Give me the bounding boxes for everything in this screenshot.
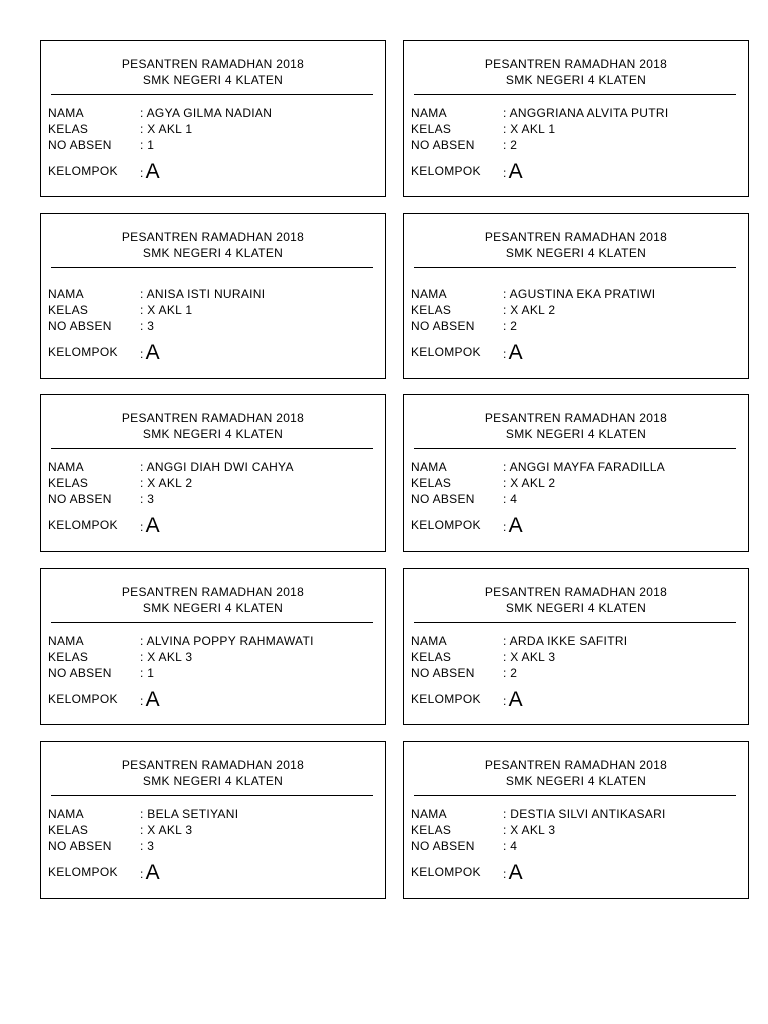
kelas-label: KELAS [411, 823, 452, 837]
sep: : [140, 460, 144, 474]
sep: : [140, 666, 144, 680]
nama-value: ARDA IKKE SAFITRI [509, 634, 628, 648]
sep: : [503, 666, 507, 680]
nama-label: NAMA [411, 460, 447, 474]
sep: : [140, 303, 144, 317]
nama-label: NAMA [48, 634, 84, 648]
card-header [41, 56, 385, 88]
no-absen-label: NO ABSEN [411, 492, 475, 506]
card-subtitle: SMK NEGERI 4 KLATEN [505, 427, 647, 441]
card-title: PESANTREN RAMADHAN 2018 [484, 230, 668, 244]
kelompok-label: KELOMPOK [48, 345, 118, 359]
name-card [40, 741, 386, 899]
nama-value: ALVINA POPPY RAHMAWATI [146, 634, 314, 648]
kelompok-value: A [508, 341, 523, 364]
sep: : [503, 492, 507, 506]
card-subtitle: SMK NEGERI 4 KLATEN [142, 427, 284, 441]
card-header [404, 56, 748, 88]
kelas-label: KELAS [48, 476, 89, 490]
nama-label: NAMA [411, 807, 447, 821]
divider [414, 267, 736, 268]
nama-value: ANISA ISTI NURAINI [146, 287, 266, 301]
nama-value: ANGGI MAYFA FARADILLA [509, 460, 666, 474]
nama-value: AGUSTINA EKA PRATIWI [509, 287, 656, 301]
kelas-label: KELAS [48, 303, 89, 317]
kelompok-value: A [508, 688, 523, 711]
card-subtitle: SMK NEGERI 4 KLATEN [505, 601, 647, 615]
name-card [40, 40, 386, 197]
sep: : [503, 460, 507, 474]
no-absen-value: 3 [147, 492, 155, 506]
card-title: PESANTREN RAMADHAN 2018 [484, 758, 668, 772]
card-header [404, 229, 748, 261]
sep: : [140, 867, 144, 881]
sep: : [503, 106, 507, 120]
kelompok-label: KELOMPOK [411, 518, 481, 532]
kelas-value: X AKL 2 [510, 476, 556, 490]
card-title: PESANTREN RAMADHAN 2018 [484, 57, 668, 71]
kelas-label: KELAS [411, 476, 452, 490]
card-subtitle: SMK NEGERI 4 KLATEN [505, 73, 647, 87]
sep: : [503, 166, 507, 180]
sep: : [140, 650, 144, 664]
name-card [403, 568, 749, 725]
sep: : [140, 122, 144, 136]
divider [51, 94, 373, 95]
card-title: PESANTREN RAMADHAN 2018 [121, 585, 305, 599]
card-header [41, 584, 385, 616]
kelas-value: X AKL 1 [147, 303, 193, 317]
card-title: PESANTREN RAMADHAN 2018 [484, 585, 668, 599]
kelas-value: X AKL 3 [510, 823, 556, 837]
kelompok-label: KELOMPOK [411, 164, 481, 178]
card-header [41, 757, 385, 789]
card-title: PESANTREN RAMADHAN 2018 [484, 411, 668, 425]
sep: : [140, 106, 144, 120]
name-card [40, 568, 386, 725]
no-absen-value: 4 [510, 492, 518, 506]
divider [51, 622, 373, 623]
kelompok-value: A [508, 514, 523, 537]
nama-value: ANGGI DIAH DWI CAHYA [146, 460, 294, 474]
kelas-value: X AKL 1 [147, 122, 193, 136]
kelompok-value: A [145, 160, 160, 183]
sep: : [140, 492, 144, 506]
kelompok-value: A [508, 160, 523, 183]
no-absen-label: NO ABSEN [48, 319, 112, 333]
card-title: PESANTREN RAMADHAN 2018 [121, 57, 305, 71]
sep: : [140, 694, 144, 708]
divider [51, 448, 373, 449]
no-absen-value: 2 [510, 319, 518, 333]
sep: : [140, 319, 144, 333]
card-header [41, 229, 385, 261]
divider [414, 448, 736, 449]
kelas-label: KELAS [411, 122, 452, 136]
no-absen-value: 1 [147, 138, 155, 152]
no-absen-value: 2 [510, 666, 518, 680]
kelompok-label: KELOMPOK [48, 518, 118, 532]
kelas-label: KELAS [48, 650, 89, 664]
no-absen-value: 2 [510, 138, 518, 152]
kelompok-label: KELOMPOK [48, 164, 118, 178]
card-header [404, 584, 748, 616]
card-title: PESANTREN RAMADHAN 2018 [121, 230, 305, 244]
kelompok-value: A [145, 341, 160, 364]
kelas-label: KELAS [48, 823, 89, 837]
divider [51, 267, 373, 268]
card-header [404, 757, 748, 789]
sep: : [140, 634, 144, 648]
kelompok-value: A [145, 514, 160, 537]
divider [51, 795, 373, 796]
no-absen-value: 3 [147, 319, 155, 333]
card-title: PESANTREN RAMADHAN 2018 [121, 758, 305, 772]
no-absen-label: NO ABSEN [48, 839, 112, 853]
sep: : [503, 303, 507, 317]
divider [414, 795, 736, 796]
card-subtitle: SMK NEGERI 4 KLATEN [142, 246, 284, 260]
no-absen-label: NO ABSEN [411, 666, 475, 680]
sep: : [503, 476, 507, 490]
name-card [40, 394, 386, 552]
kelas-value: X AKL 1 [510, 122, 556, 136]
kelompok-label: KELOMPOK [48, 692, 118, 706]
sep: : [503, 823, 507, 837]
nama-label: NAMA [411, 287, 447, 301]
sep: : [503, 347, 507, 361]
no-absen-label: NO ABSEN [48, 666, 112, 680]
nama-value: BELA SETIYANI [147, 807, 239, 821]
name-card [403, 213, 749, 379]
kelas-label: KELAS [411, 303, 452, 317]
nama-label: NAMA [48, 287, 84, 301]
sep: : [140, 166, 144, 180]
sep: : [503, 634, 507, 648]
kelas-label: KELAS [48, 122, 89, 136]
nama-label: NAMA [48, 106, 84, 120]
nama-label: NAMA [411, 634, 447, 648]
sep: : [503, 319, 507, 333]
sep: : [503, 287, 507, 301]
sep: : [503, 867, 507, 881]
no-absen-label: NO ABSEN [411, 839, 475, 853]
nama-value: ANGGRIANA ALVITA PUTRI [509, 106, 669, 120]
sep: : [140, 138, 144, 152]
kelompok-label: KELOMPOK [411, 865, 481, 879]
sep: : [140, 287, 144, 301]
sep: : [140, 347, 144, 361]
no-absen-label: NO ABSEN [411, 138, 475, 152]
kelompok-value: A [145, 688, 160, 711]
name-card [40, 213, 386, 379]
card-subtitle: SMK NEGERI 4 KLATEN [142, 601, 284, 615]
nama-label: NAMA [48, 807, 84, 821]
sep: : [140, 839, 144, 853]
no-absen-value: 1 [147, 666, 155, 680]
sep: : [503, 807, 507, 821]
card-subtitle: SMK NEGERI 4 KLATEN [505, 246, 647, 260]
card-header [41, 410, 385, 442]
nama-value: DESTIA SILVI ANTIKASARI [510, 807, 666, 821]
no-absen-label: NO ABSEN [48, 138, 112, 152]
card-subtitle: SMK NEGERI 4 KLATEN [142, 774, 284, 788]
card-header [404, 410, 748, 442]
kelompok-value: A [508, 861, 523, 884]
no-absen-value: 4 [510, 839, 518, 853]
kelas-value: X AKL 3 [510, 650, 556, 664]
sep: : [503, 650, 507, 664]
kelas-value: X AKL 3 [147, 823, 193, 837]
sep: : [140, 807, 144, 821]
name-card [403, 40, 749, 197]
no-absen-label: NO ABSEN [411, 319, 475, 333]
name-card [403, 394, 749, 552]
divider [414, 94, 736, 95]
name-card [403, 741, 749, 899]
kelas-label: KELAS [411, 650, 452, 664]
sep: : [140, 476, 144, 490]
kelas-value: X AKL 3 [147, 650, 193, 664]
sep: : [140, 823, 144, 837]
sep: : [503, 520, 507, 534]
nama-label: NAMA [48, 460, 84, 474]
sep: : [503, 694, 507, 708]
sep: : [503, 839, 507, 853]
sep: : [503, 138, 507, 152]
divider [414, 622, 736, 623]
kelompok-label: KELOMPOK [48, 865, 118, 879]
card-subtitle: SMK NEGERI 4 KLATEN [505, 774, 647, 788]
sep: : [503, 122, 507, 136]
kelas-value: X AKL 2 [510, 303, 556, 317]
card-subtitle: SMK NEGERI 4 KLATEN [142, 73, 284, 87]
kelompok-label: KELOMPOK [411, 692, 481, 706]
card-title: PESANTREN RAMADHAN 2018 [121, 411, 305, 425]
kelas-value: X AKL 2 [147, 476, 193, 490]
sep: : [140, 520, 144, 534]
no-absen-label: NO ABSEN [48, 492, 112, 506]
no-absen-value: 3 [147, 839, 155, 853]
nama-value: AGYA GILMA NADIAN [146, 106, 273, 120]
kelompok-label: KELOMPOK [411, 345, 481, 359]
kelompok-value: A [145, 861, 160, 884]
nama-label: NAMA [411, 106, 447, 120]
